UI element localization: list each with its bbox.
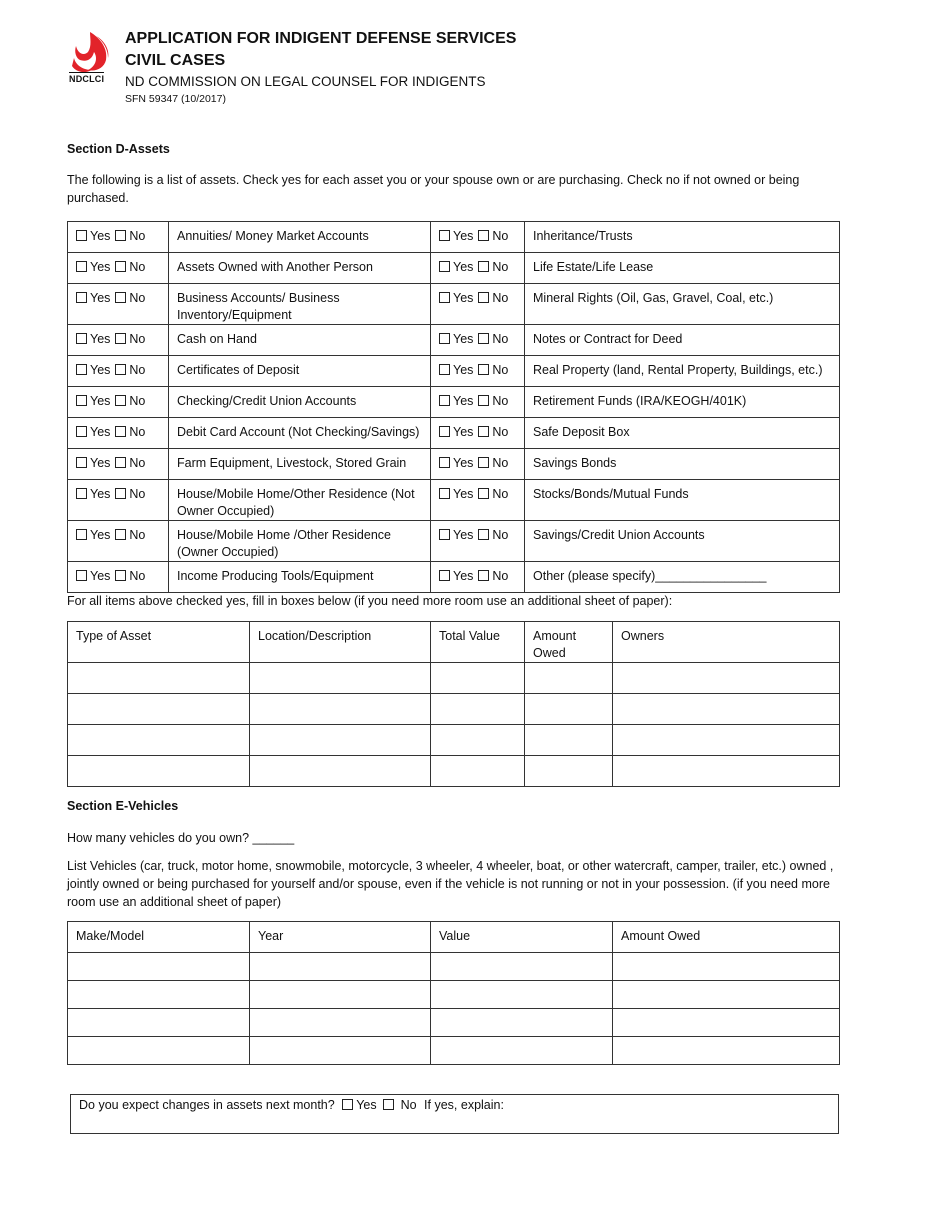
asset-details-entry-cell[interactable] [68, 663, 250, 694]
asset-label: Mineral Rights (Oil, Gas, Gravel, Coal, etc.) [525, 284, 840, 325]
asset-yes-no-cell [431, 222, 525, 253]
asset-details-entry-cell[interactable] [525, 756, 613, 787]
asset-yes-checkbox[interactable] [76, 570, 87, 581]
section-e-title: Section E-Vehicles [67, 799, 179, 813]
yes-label: Yes [453, 487, 474, 501]
asset-yes-checkbox[interactable] [76, 230, 87, 241]
asset-yes-checkbox[interactable] [439, 230, 450, 241]
asset-no-checkbox[interactable] [478, 570, 489, 581]
asset-no-checkbox[interactable] [115, 488, 126, 499]
vehicles-entry-cell[interactable] [68, 1037, 250, 1065]
asset-label: Inheritance/Trusts [525, 222, 840, 253]
asset-label: Cash on Hand [169, 325, 431, 356]
asset-details-header-row [68, 622, 840, 663]
vehicles-header-cell: Amount Owed [613, 922, 840, 953]
asset-yes-no-cell [431, 387, 525, 418]
asset-details-entry-cell[interactable] [525, 725, 613, 756]
vehicles-entry-cell[interactable] [68, 981, 250, 1009]
asset-yes-no-cell [68, 418, 169, 449]
asset-yes-no-cell [431, 480, 525, 521]
asset-yes-no-cell [68, 325, 169, 356]
yes-label: Yes [453, 229, 474, 243]
asset-yes-checkbox[interactable] [439, 292, 450, 303]
fill-instruction: For all items above checked yes, fill in boxes below (if you need more room use an additional sheet of paper): [67, 594, 673, 608]
no-label: No [492, 425, 509, 439]
asset-yes-checkbox[interactable] [439, 333, 450, 344]
asset-details-entry-cell[interactable] [431, 663, 525, 694]
asset-row [68, 521, 840, 562]
vehicles-table [67, 921, 840, 1065]
asset-no-checkbox[interactable] [478, 230, 489, 241]
asset-no-checkbox[interactable] [115, 261, 126, 272]
asset-yes-checkbox[interactable] [439, 570, 450, 581]
asset-no-checkbox[interactable] [478, 457, 489, 468]
asset-no-checkbox[interactable] [478, 395, 489, 406]
no-label: No [492, 569, 509, 583]
asset-no-checkbox[interactable] [478, 292, 489, 303]
asset-yes-checkbox[interactable] [439, 457, 450, 468]
asset-label: House/Mobile Home /Other Residence (Owner Occupied) [169, 521, 431, 562]
vehicles-entry-cell[interactable] [613, 981, 840, 1009]
yes-label: Yes [453, 394, 474, 408]
asset-yes-no-cell [68, 356, 169, 387]
asset-yes-checkbox[interactable] [439, 364, 450, 375]
yes-label: Yes [90, 332, 111, 346]
vehicles-entry-row [68, 1009, 840, 1037]
asset-no-checkbox[interactable] [115, 292, 126, 303]
yes-label: Yes [453, 363, 474, 377]
asset-details-entry-cell[interactable] [68, 725, 250, 756]
no-label: No [492, 260, 509, 274]
asset-no-checkbox[interactable] [478, 261, 489, 272]
assets-checklist-table [67, 221, 840, 593]
asset-details-header-cell: Location/Description [250, 622, 431, 663]
asset-no-checkbox[interactable] [115, 230, 126, 241]
vehicles-entry-cell[interactable] [613, 953, 840, 981]
no-label: No [492, 456, 509, 470]
vehicles-header-row [68, 922, 840, 953]
asset-no-checkbox[interactable] [478, 426, 489, 437]
yes-label: Yes [453, 291, 474, 305]
vehicles-entry-cell[interactable] [250, 953, 431, 981]
asset-yes-checkbox[interactable] [76, 457, 87, 468]
asset-label: Other (please specify)________________ [525, 562, 840, 593]
yes-label: Yes [90, 487, 111, 501]
no-label: No [129, 332, 146, 346]
asset-row [68, 356, 840, 387]
asset-details-entry-cell[interactable] [250, 663, 431, 694]
asset-label: Stocks/Bonds/Mutual Funds [525, 480, 840, 521]
asset-details-entry-cell[interactable] [431, 694, 525, 725]
vehicles-entry-cell[interactable] [613, 1037, 840, 1065]
vehicles-header-cell: Value [431, 922, 613, 953]
yes-label: Yes [453, 332, 474, 346]
changes-no-label: No [400, 1098, 417, 1112]
asset-row [68, 480, 840, 521]
changes-yes-label: Yes [356, 1098, 377, 1112]
changes-yes-checkbox[interactable] [342, 1099, 353, 1110]
vehicles-entry-cell[interactable] [431, 953, 613, 981]
no-label: No [129, 394, 146, 408]
asset-no-checkbox[interactable] [115, 570, 126, 581]
asset-row [68, 387, 840, 418]
asset-row [68, 325, 840, 356]
asset-details-entry-cell[interactable] [431, 725, 525, 756]
asset-details-header-cell: Amount Owed [525, 622, 613, 663]
asset-no-checkbox[interactable] [115, 333, 126, 344]
vehicles-entry-row [68, 953, 840, 981]
asset-label: Income Producing Tools/Equipment [169, 562, 431, 593]
yes-label: Yes [90, 291, 111, 305]
vehicles-entry-row [68, 981, 840, 1009]
asset-no-checkbox[interactable] [115, 364, 126, 375]
asset-details-entry-cell[interactable] [613, 694, 840, 725]
asset-label: Assets Owned with Another Person [169, 253, 431, 284]
asset-no-checkbox[interactable] [478, 488, 489, 499]
form-title: APPLICATION FOR INDIGENT DEFENSE SERVICES [125, 30, 517, 47]
yes-label: Yes [453, 456, 474, 470]
asset-yes-checkbox[interactable] [439, 529, 450, 540]
asset-yes-checkbox[interactable] [76, 261, 87, 272]
section-d-title: Section D-Assets [67, 142, 170, 156]
asset-details-entry-cell[interactable] [613, 756, 840, 787]
asset-label: Savings/Credit Union Accounts [525, 521, 840, 562]
yes-label: Yes [90, 456, 111, 470]
no-label: No [129, 528, 146, 542]
asset-yes-no-cell [431, 253, 525, 284]
asset-yes-checkbox[interactable] [439, 426, 450, 437]
asset-row [68, 562, 840, 593]
yes-label: Yes [90, 528, 111, 542]
vehicles-entry-cell[interactable] [431, 1037, 613, 1065]
asset-details-header-cell: Total Value [431, 622, 525, 663]
asset-row [68, 222, 840, 253]
asset-details-header-cell: Owners [613, 622, 840, 663]
asset-details-entry-cell[interactable] [525, 694, 613, 725]
vehicle-count-question: How many vehicles do you own? ______ [67, 831, 295, 845]
asset-yes-checkbox[interactable] [76, 364, 87, 375]
no-label: No [129, 260, 146, 274]
no-label: No [492, 394, 509, 408]
yes-label: Yes [90, 425, 111, 439]
asset-yes-no-cell [431, 449, 525, 480]
form-subtitle: CIVIL CASES [125, 52, 226, 69]
asset-yes-no-cell [68, 222, 169, 253]
asset-yes-checkbox[interactable] [76, 426, 87, 437]
asset-details-entry-row [68, 725, 840, 756]
yes-label: Yes [453, 425, 474, 439]
no-label: No [492, 332, 509, 346]
vehicles-header-cell: Year [250, 922, 431, 953]
no-label: No [129, 456, 146, 470]
no-label: No [129, 291, 146, 305]
asset-label: Retirement Funds (IRA/KEOGH/401K) [525, 387, 840, 418]
vehicles-entry-cell[interactable] [431, 1009, 613, 1037]
asset-yes-no-cell [68, 480, 169, 521]
asset-yes-no-cell [431, 325, 525, 356]
changes-followup: If yes, explain: [424, 1098, 504, 1112]
no-label: No [492, 229, 509, 243]
organization-name: ND COMMISSION ON LEGAL COUNSEL FOR INDIGENTS [125, 74, 486, 89]
asset-no-checkbox[interactable] [478, 364, 489, 375]
vehicles-entry-row [68, 1037, 840, 1065]
yes-label: Yes [90, 569, 111, 583]
asset-yes-checkbox[interactable] [76, 395, 87, 406]
asset-yes-no-cell [431, 521, 525, 562]
asset-label: House/Mobile Home/Other Residence (Not Owner Occupied) [169, 480, 431, 521]
yes-label: Yes [90, 394, 111, 408]
asset-yes-no-cell [68, 253, 169, 284]
asset-label: Farm Equipment, Livestock, Stored Grain [169, 449, 431, 480]
vehicles-entry-cell[interactable] [68, 1009, 250, 1037]
asset-no-checkbox[interactable] [115, 395, 126, 406]
asset-yes-checkbox[interactable] [76, 333, 87, 344]
asset-no-checkbox[interactable] [115, 529, 126, 540]
vehicles-entry-cell[interactable] [68, 953, 250, 981]
vehicles-entry-cell[interactable] [250, 1009, 431, 1037]
asset-no-checkbox[interactable] [478, 333, 489, 344]
asset-details-entry-cell[interactable] [68, 694, 250, 725]
no-label: No [129, 229, 146, 243]
vehicles-entry-cell[interactable] [431, 981, 613, 1009]
vehicles-entry-cell[interactable] [250, 981, 431, 1009]
asset-label: Debit Card Account (Not Checking/Savings) [169, 418, 431, 449]
asset-yes-no-cell [431, 418, 525, 449]
asset-yes-no-cell [68, 521, 169, 562]
yes-label: Yes [90, 260, 111, 274]
asset-row [68, 418, 840, 449]
asset-details-header-cell: Type of Asset [68, 622, 250, 663]
asset-label: Business Accounts/ Business Inventory/Equipment [169, 284, 431, 325]
asset-details-entry-cell[interactable] [250, 725, 431, 756]
asset-yes-no-cell [431, 356, 525, 387]
form-number: SFN 59347 (10/2017) [125, 93, 226, 105]
asset-label: Savings Bonds [525, 449, 840, 480]
vehicle-instruction: List Vehicles (car, truck, motor home, snowmobile, motorcycle, 3 wheeler, 4 wheeler, boat, or other watercraft, camper, trailer, etc.) owned , jointly owned or being purchased for yourself and/or spouse, even if the vehicle is not running or not in your possession. (if you need more room use an additional sheet of paper) [67, 859, 834, 909]
no-label: No [492, 487, 509, 501]
yes-label: Yes [90, 229, 111, 243]
no-label: No [492, 363, 509, 377]
asset-details-table [67, 621, 840, 787]
logo-text: NDCLCI [69, 74, 105, 84]
asset-changes-box [70, 1094, 839, 1134]
asset-details-entry-cell[interactable] [613, 663, 840, 694]
section-d-intro: The following is a list of assets. Check yes for each asset you or your spouse own or are purchasing. Check no if not owned or being purchased. [67, 173, 800, 205]
yes-label: Yes [453, 528, 474, 542]
asset-yes-checkbox[interactable] [439, 395, 450, 406]
asset-yes-no-cell [68, 387, 169, 418]
asset-yes-checkbox[interactable] [76, 529, 87, 540]
yes-label: Yes [453, 569, 474, 583]
asset-label: Real Property (land, Rental Property, Buildings, etc.) [525, 356, 840, 387]
no-label: No [492, 528, 509, 542]
asset-yes-no-cell [68, 562, 169, 593]
asset-yes-checkbox[interactable] [439, 488, 450, 499]
asset-yes-no-cell [68, 449, 169, 480]
vehicles-entry-cell[interactable] [613, 1009, 840, 1037]
asset-yes-no-cell [431, 562, 525, 593]
no-label: No [129, 425, 146, 439]
asset-no-checkbox[interactable] [478, 529, 489, 540]
asset-label: Safe Deposit Box [525, 418, 840, 449]
asset-label: Notes or Contract for Deed [525, 325, 840, 356]
asset-row [68, 253, 840, 284]
no-label: No [129, 487, 146, 501]
changes-question: Do you expect changes in assets next month? [79, 1098, 335, 1112]
asset-details-entry-cell[interactable] [250, 694, 431, 725]
changes-no-checkbox[interactable] [383, 1099, 394, 1110]
asset-no-checkbox[interactable] [115, 426, 126, 437]
vehicles-entry-cell[interactable] [250, 1037, 431, 1065]
asset-details-entry-row [68, 663, 840, 694]
asset-details-entry-row [68, 756, 840, 787]
asset-yes-no-cell [68, 284, 169, 325]
asset-details-entry-cell[interactable] [250, 756, 431, 787]
yes-label: Yes [453, 260, 474, 274]
no-label: No [129, 363, 146, 377]
vehicles-header-cell: Make/Model [68, 922, 250, 953]
asset-label: Annuities/ Money Market Accounts [169, 222, 431, 253]
asset-details-entry-cell[interactable] [613, 725, 840, 756]
asset-yes-checkbox[interactable] [439, 261, 450, 272]
yes-label: Yes [90, 363, 111, 377]
asset-details-entry-cell[interactable] [431, 756, 525, 787]
asset-details-entry-cell[interactable] [525, 663, 613, 694]
asset-yes-no-cell [431, 284, 525, 325]
asset-yes-checkbox[interactable] [76, 488, 87, 499]
no-label: No [129, 569, 146, 583]
form-header [66, 28, 766, 112]
asset-label: Life Estate/Life Lease [525, 253, 840, 284]
asset-row [68, 284, 840, 325]
asset-details-entry-cell[interactable] [68, 756, 250, 787]
asset-label: Certificates of Deposit [169, 356, 431, 387]
asset-yes-checkbox[interactable] [76, 292, 87, 303]
asset-details-entry-row [68, 694, 840, 725]
asset-label: Checking/Credit Union Accounts [169, 387, 431, 418]
asset-row [68, 449, 840, 480]
no-label: No [492, 291, 509, 305]
asset-no-checkbox[interactable] [115, 457, 126, 468]
